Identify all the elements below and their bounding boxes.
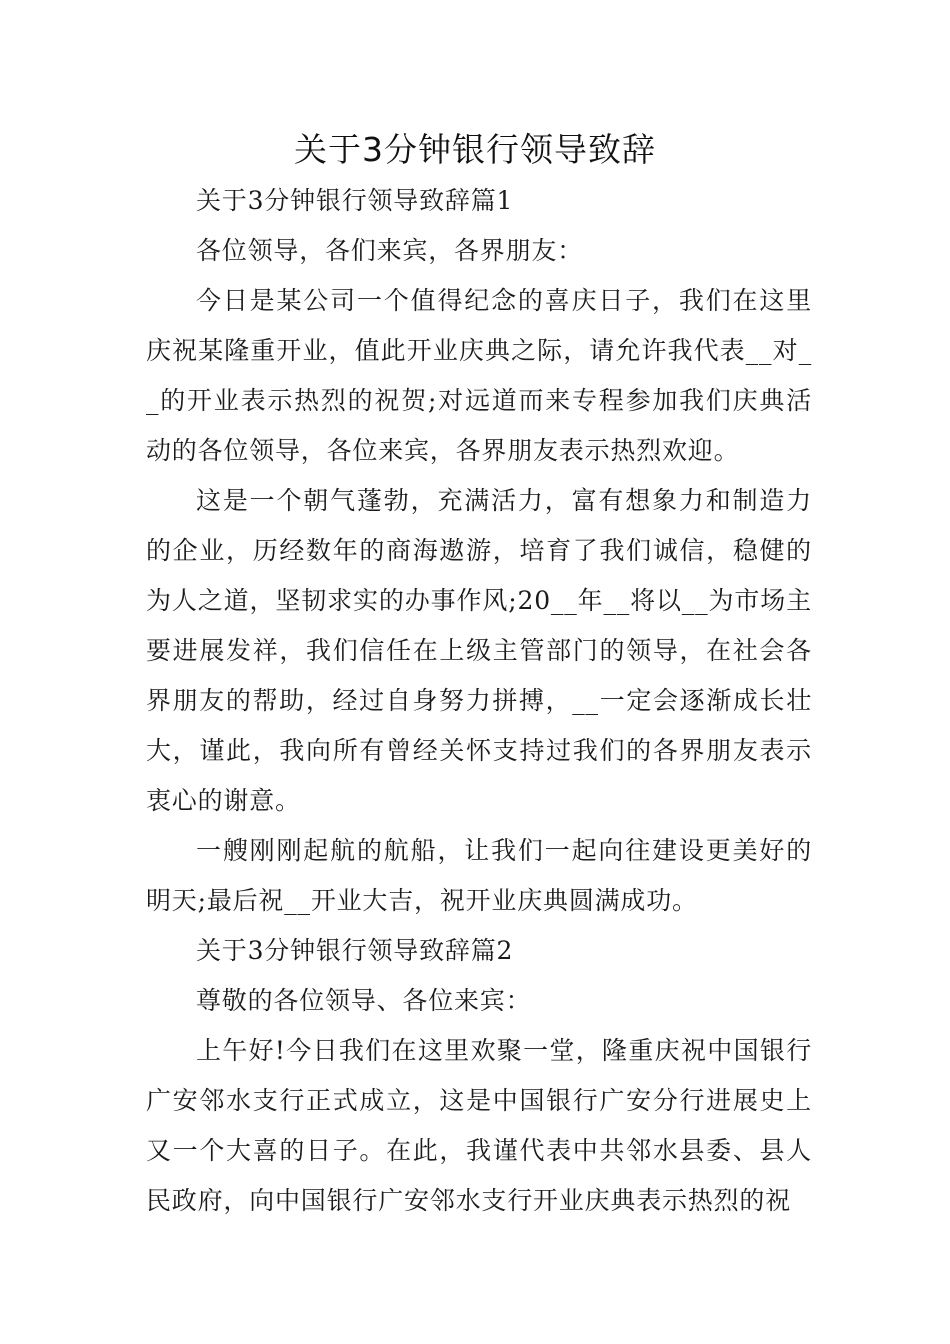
paragraph: 这是一个朝气蓬勃，充满活力，富有想象力和制造力的企业，历经数年的商海遨游，培育了我们诚信，稳健的为人之道，坚韧求实的办事作风;20__年__将以__为市场主要进展发祥，我们信任在上级主管部门的领导，在社会各界朋友的帮助，经过自身努力拼搏，__一定会逐渐成长壮大，谨此，我向所有曾经关怀支持过我们的各界朋友表示衷心的谢意。: [146, 486, 812, 815]
paragraph: 一艘刚刚起航的航船，让我们一起向往建设更美好的明天;最后祝__开业大吉，祝开业庆典圆满成功。: [146, 836, 812, 915]
paragraph: 上午好!今日我们在这里欢聚一堂，隆重庆祝中国银行广安邻水支行正式成立，这是中国银行广安分行进展史上又一个大喜的日子。在此，我谨代表中共邻水县委、县人民政府，向中国银行广安邻水支行开业庆典表示热烈的祝: [146, 1036, 812, 1215]
paragraph-greeting-2: 尊敬的各位领导、各位来宾：: [196, 986, 532, 1015]
document-title: 关于3分钟银行领导致辞: [294, 130, 656, 169]
section-heading-2: 关于3分钟银行领导致辞篇2: [196, 936, 514, 965]
paragraph-greeting-1: 各位领导，各们来宾，各界朋友：: [196, 236, 584, 265]
paragraph: 今日是某公司一个值得纪念的喜庆日子，我们在这里庆祝某隆重开业，值此开业庆典之际，请允许我代表__对__的开业表示热烈的祝贺;对远道而来专程参加我们庆典活动的各位领导，各位来宾，各界朋友表示热烈欢迎。: [146, 286, 812, 465]
document-body: [146, 176, 812, 1226]
section-heading-1: 关于3分钟银行领导致辞篇1: [196, 186, 514, 215]
